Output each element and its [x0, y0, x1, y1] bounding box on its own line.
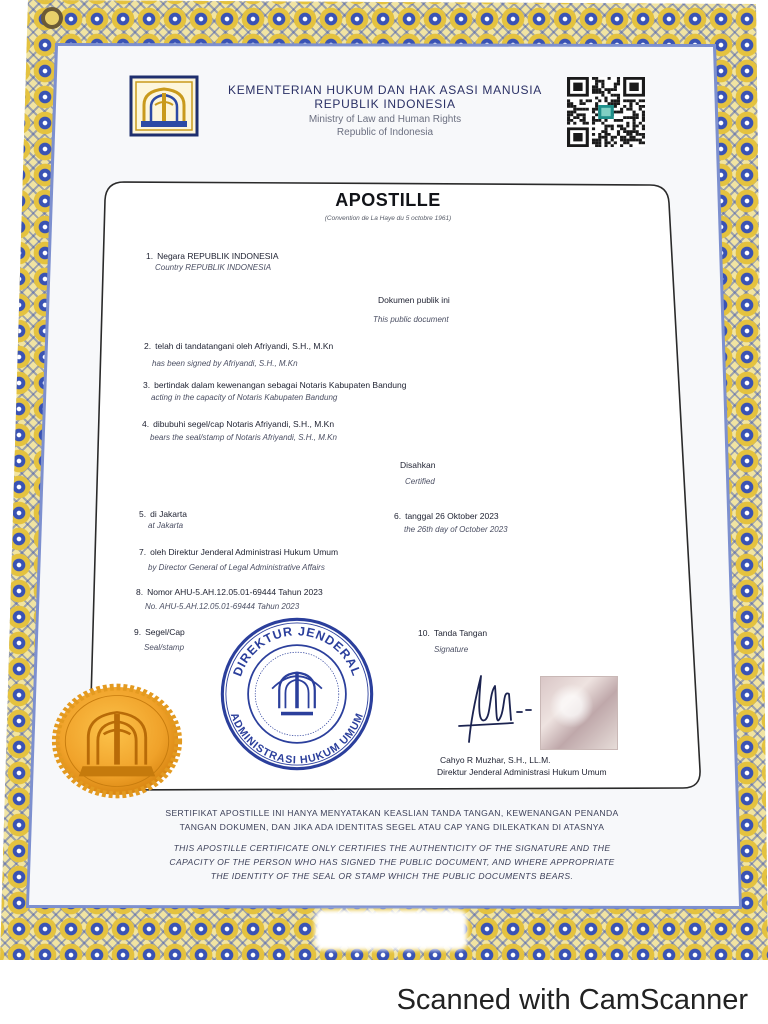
- signature: [455, 668, 540, 748]
- convention-subtitle: (Convention de La Haye du 5 octobre 1961): [324, 215, 452, 222]
- item-number: 8.: [136, 587, 144, 597]
- scanner-watermark: Scanned with CamScanner: [396, 984, 748, 1016]
- item-7-en: by Director General of Legal Administrative Affairs: [148, 563, 325, 572]
- item-number: 6.: [394, 511, 402, 521]
- item-1-id: [146, 251, 279, 262]
- signatory-title: Direktur Jenderal Administrasi Hukum Umum: [437, 767, 607, 777]
- item-4-en: bears the seal/stamp of Notaris Afriyandi, S.H., M.Kn: [150, 433, 337, 442]
- item-number: 4.: [142, 419, 150, 429]
- item-3-en: acting in the capacity of Notaris Kabupaten Bandung: [151, 393, 338, 402]
- stamp-emblem-icon: [272, 673, 322, 716]
- item-9-id: [134, 627, 185, 638]
- certificate-title: APOSTILLE: [335, 190, 441, 210]
- svg-text:ADMINISTRASI HUKUM UMUM: [228, 711, 366, 766]
- republic-name-id: REPUBLIK INDONESIA: [314, 97, 456, 111]
- item-4-label: dibubuhi segel/cap Notaris Afriyandi, S.H., M.Kn: [153, 419, 335, 429]
- hologram-sticker: [540, 676, 618, 750]
- item-3-id: [143, 380, 406, 391]
- item-5-id: [139, 509, 187, 520]
- gold-seal: [50, 682, 184, 800]
- official-stamp: [212, 614, 382, 774]
- item-6-id: [394, 511, 499, 522]
- item-9-label: Segel/Cap: [145, 627, 185, 637]
- item-7-label: oleh Direktur Jenderal Administrasi Hukum Umum: [150, 547, 339, 557]
- item-10-id: [418, 628, 487, 639]
- item-8-label: Nomor AHU-5.AH.12.05.01-69444 Tahun 2023: [147, 587, 323, 597]
- item-1-en: Country REPUBLIK INDONESIA: [155, 263, 272, 272]
- item-number: 3.: [143, 380, 151, 390]
- item-number: 5.: [139, 509, 147, 519]
- item-2-en: has been signed by Afriyandi, S.H., M.Kn: [152, 359, 298, 368]
- item-3-label: bertindak dalam kewenangan sebagai Notaris Kabupaten Bandung: [154, 380, 407, 390]
- item-10-en: Signature: [434, 645, 469, 654]
- item-number: 10.: [418, 628, 430, 638]
- public-document-id: Dokumen publik ini: [378, 295, 450, 305]
- item-7-id: [139, 547, 338, 558]
- svg-text:DIREKTUR JENDERAL: [230, 624, 363, 678]
- stamp-bottom-text: ADMINISTRASI HUKUM UMUM: [227, 711, 367, 767]
- republic-name-en: Republic of Indonesia: [336, 127, 434, 138]
- certified-id: Disahkan: [400, 460, 436, 470]
- item-5-label: di Jakarta: [150, 509, 187, 519]
- signatory-name: Cahyo R Muzhar, S.H., LL.M.: [440, 755, 551, 765]
- item-1-label: Negara REPUBLIK INDONESIA: [157, 251, 279, 261]
- item-2-label: telah di tandatangani oleh Afriyandi, S.H., M.Kn: [155, 341, 334, 351]
- item-9-en: Seal/stamp: [144, 643, 185, 652]
- certified-en: Certified: [405, 477, 435, 486]
- item-number: 7.: [139, 547, 147, 557]
- disclaimer-id-line: TANGAN DOKUMEN, DAN JIKA ADA IDENTITAS SEGEL ATAU CAP YANG DILEKATKAN DI ATASNYA: [179, 822, 605, 832]
- item-number: 1.: [146, 251, 154, 261]
- item-5-en: at Jakarta: [148, 521, 184, 530]
- item-10-label: Tanda Tangan: [433, 628, 488, 638]
- item-6-label: tanggal 26 Oktober 2023: [405, 511, 499, 521]
- item-8-id: [136, 587, 323, 598]
- ministry-name-en: Ministry of Law and Human Rights: [308, 114, 462, 125]
- item-2-id: [144, 341, 333, 352]
- item-6-en: the 26th day of October 2023: [404, 525, 508, 534]
- stamp-top-text: DIREKTUR JENDERAL: [230, 624, 364, 679]
- ministry-name-id: KEMENTERIAN HUKUM DAN HAK ASASI MANUSIA: [227, 83, 543, 97]
- public-document-en: This public document: [373, 315, 449, 324]
- disclaimer-id-line: SERTIFIKAT APOSTILLE INI HANYA MENYATAKAN KEASLIAN TANDA TANGAN, KEWENANGAN PENANDA: [165, 808, 619, 818]
- item-number: 9.: [134, 627, 142, 637]
- disclaimer-en-line: THE IDENTITY OF THE SEAL OR STAMP WHICH THE PUBLIC DOCUMENTS BEARS.: [210, 871, 574, 881]
- item-8-en: No. AHU-5.AH.12.05.01-69444 Tahun 2023: [145, 602, 300, 611]
- item-number: 2.: [144, 341, 152, 351]
- item-4-id: [142, 419, 334, 430]
- disclaimer-en-line: CAPACITY OF THE PERSON WHO HAS SIGNED THE PUBLIC DOCUMENT, AND WHERE APPROPRIATE: [169, 857, 615, 867]
- disclaimer-en-line: THIS APOSTILLE CERTIFICATE ONLY CERTIFIES THE AUTHENTICITY OF THE SIGNATURE AND THE: [173, 843, 611, 853]
